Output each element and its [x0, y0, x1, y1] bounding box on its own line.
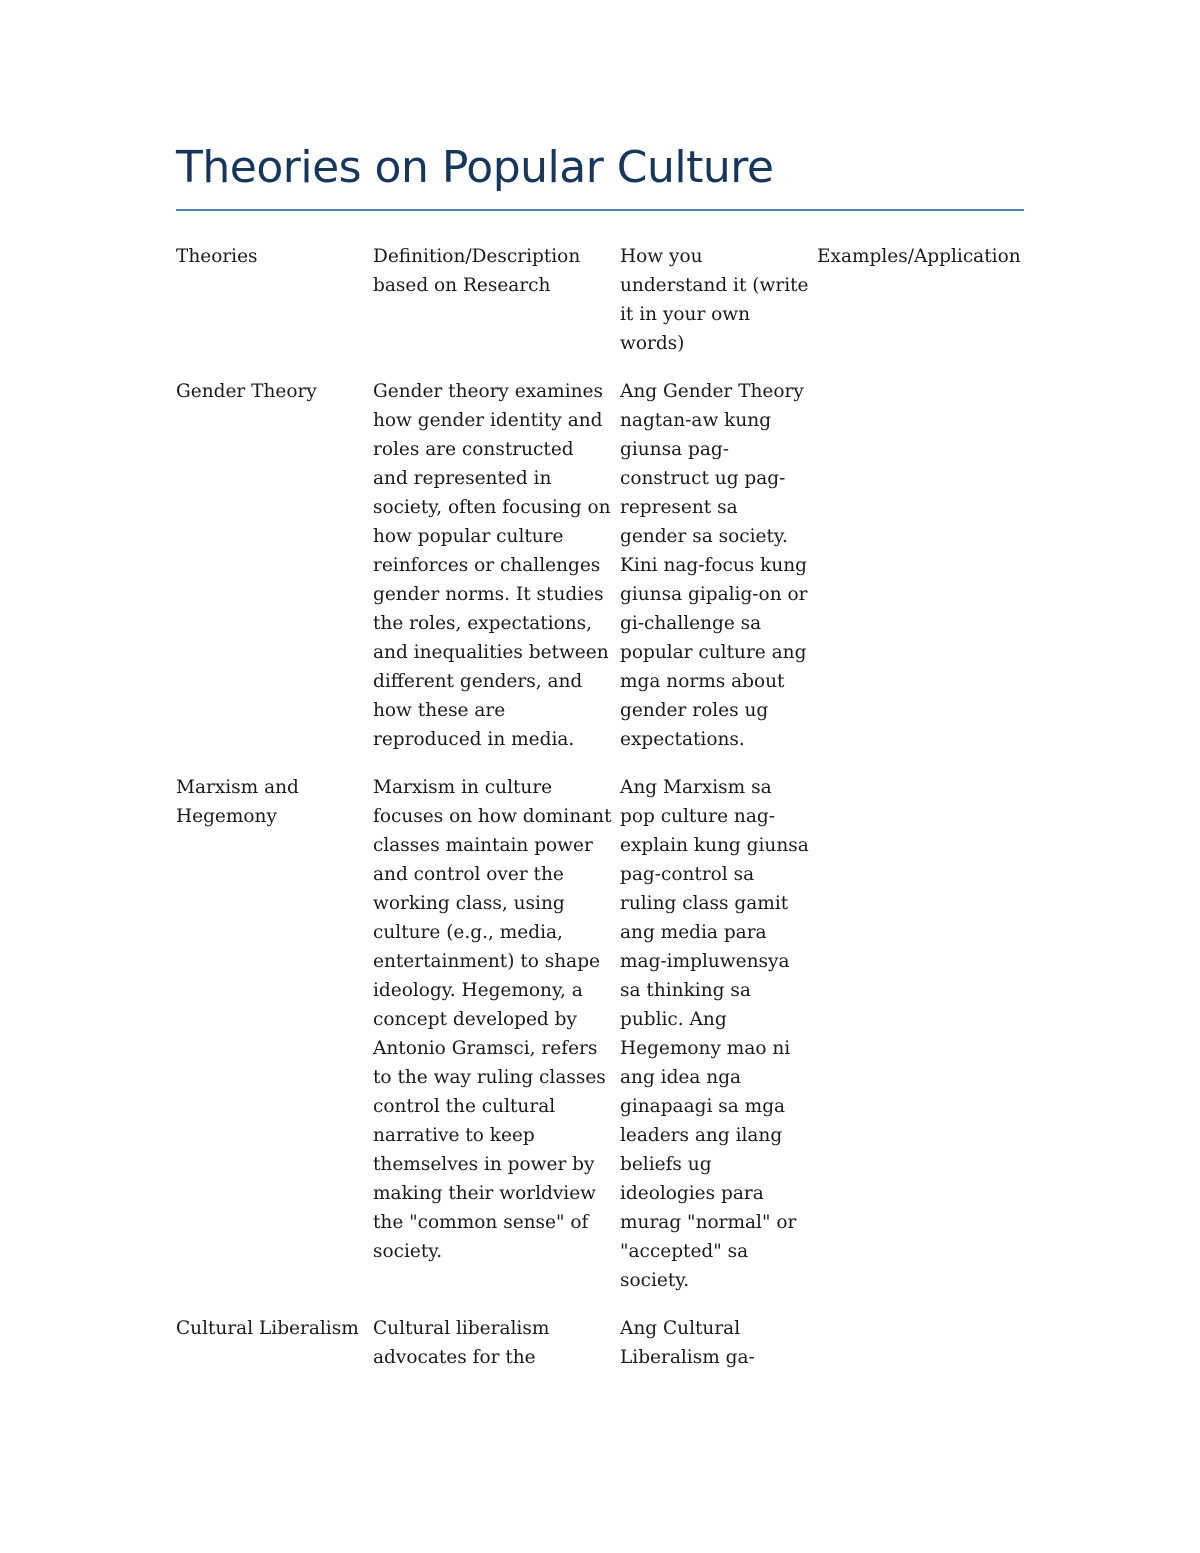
- theory-name: Gender Theory: [176, 381, 317, 402]
- table-row: [176, 1314, 1024, 1372]
- table-row: [176, 773, 1024, 1295]
- theory-definition: Gender theory examines how gender identity and roles are constructed and represented in society, often focusing on how popular culture reinforces or challenges gender norms. It studies the roles, expectations, and inequalities between different genders, and how these are reproduced in media.: [373, 381, 611, 750]
- theory-understanding: Ang Marxism sa pop culture nag-explain kung giunsa pag-control sa ruling class gamit ang media para mag-impluwensya sa thinking sa public. Ang Hegemony mao ni ang idea nga ginapaagi sa mga leaders ang ilang beliefs ug ideologies para murag "normal" or "accepted" sa society.: [620, 777, 809, 1291]
- title-underline: [176, 209, 1024, 211]
- header-definition: Definition/Description based on Research: [373, 246, 581, 296]
- header-theories: Theories: [176, 246, 258, 267]
- theory-name: Marxism and Hegemony: [176, 777, 299, 827]
- theory-understanding: Ang Gender Theory nagtan-aw kung giunsa pag-construct ug pag-represent sa gender sa society. Kini nag-focus kung giunsa gipalig-on or gi-challenge sa popular culture ang mga norms about gender roles ug expectations.: [620, 381, 808, 750]
- header-understanding: How you understand it (write it in your own words): [620, 246, 809, 354]
- theory-understanding: Ang Cultural Liberalism ga-: [620, 1318, 755, 1368]
- header-examples: Examples/Application: [817, 246, 1021, 267]
- theory-definition: Cultural liberalism advocates for the: [373, 1318, 550, 1368]
- page-title: Theories on Popular Culture: [176, 142, 774, 193]
- table-row: [176, 377, 1024, 754]
- theories-table: [176, 242, 1024, 1372]
- theory-definition: Marxism in culture focuses on how dominant classes maintain power and control over the working class, using culture (e.g., media, entertainment) to shape ideology. Hegemony, a concept developed by Antonio Gramsci, refers to the way ruling classes control the cultural narrative to keep themselves in power by making their worldview the "common sense" of society.: [373, 777, 612, 1262]
- table-header-row: [176, 242, 1024, 358]
- theory-name: Cultural Liberalism: [176, 1318, 359, 1339]
